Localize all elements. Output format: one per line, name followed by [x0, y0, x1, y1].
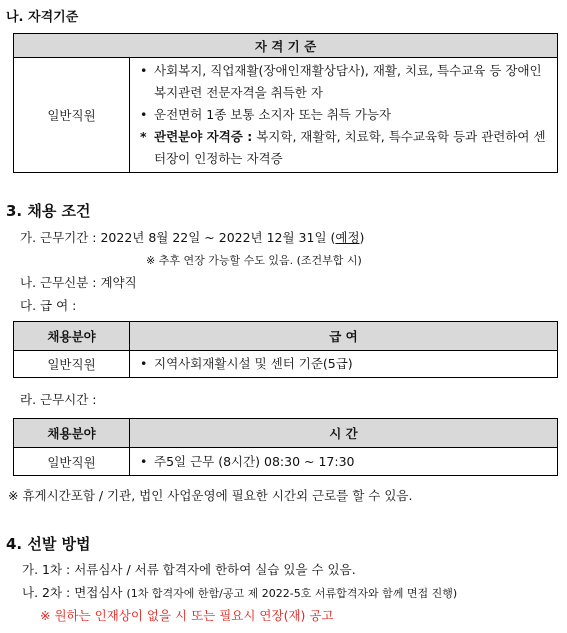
section4-title: 4. 선발 방법 — [6, 535, 91, 553]
qualification-table — [13, 33, 558, 173]
selection-second: 나. 2차 : 면접심사 (1차 합격자에 한함/공고 제 2022-5호 서류합격자와 함께 면접 진행) — [22, 585, 458, 600]
pay-table — [13, 321, 558, 378]
qualification-row-label: 일반직원 — [14, 58, 130, 173]
selection-first: 가. 1차 : 서류심사 / 서류 합격자에 한하여 실습 있을 수 있음. — [22, 562, 356, 577]
hours-table-col2: 시 간 — [130, 419, 558, 448]
work-hours-label: 라. 근무시간 : — [20, 392, 97, 407]
pay-label: 다. 급 여 : — [20, 298, 77, 313]
qualification-item: • 운전면허 1종 보통 소지자 또는 취득 가능자 — [140, 107, 392, 122]
qualification-items — [130, 58, 558, 173]
hours-table-row-value: • 주5일 근무 (8시간) 08:30 ~ 17:30 — [130, 448, 558, 476]
employment-status: 나. 근무신분 : 계약직 — [20, 275, 137, 290]
hours-table-col1: 채용분야 — [14, 419, 130, 448]
hours-table-row-label: 일반직원 — [14, 448, 130, 476]
work-period: 가. 근무기간 : 2022년 8월 22일 ~ 2022년 12월 31일 (예정) — [20, 230, 365, 245]
pay-table-row-value: • 지역사회재활시설 및 센터 기준(5급) — [130, 351, 558, 378]
work-period-note: ※ 추후 연장 가능할 수도 있음. (조건부합 시) — [146, 254, 362, 267]
qualification-item: • 사회복지, 직업재활(장애인재활상담사), 재활, 치료, 특수교육 등 장애인 복지관련 전문자격을 취득한 자 — [140, 63, 542, 100]
hours-table — [13, 418, 558, 476]
pay-table-row-label: 일반직원 — [14, 351, 130, 378]
pay-table-col1: 채용분야 — [14, 322, 130, 351]
pay-table-col2: 급 여 — [130, 322, 558, 351]
red-notice: ※ 원하는 인재상이 없을 시 또는 필요시 연장(재) 공고 — [40, 608, 334, 623]
hours-note: ※ 휴게시간포함 / 기관, 법인 사업운영에 필요한 시간외 근로를 할 수 있음. — [8, 488, 413, 503]
qualification-heading: 나. 자격기준 — [6, 10, 79, 25]
section3-title: 3. 채용 조건 — [6, 202, 91, 220]
qualification-related: * 관련분야 자격증 : 복지학, 재활학, 치료학, 특수교육학 등과 관련하여 센터장이 인정하는 자격증 — [140, 129, 546, 166]
qualification-table-header: 자 격 기 준 — [14, 34, 558, 58]
